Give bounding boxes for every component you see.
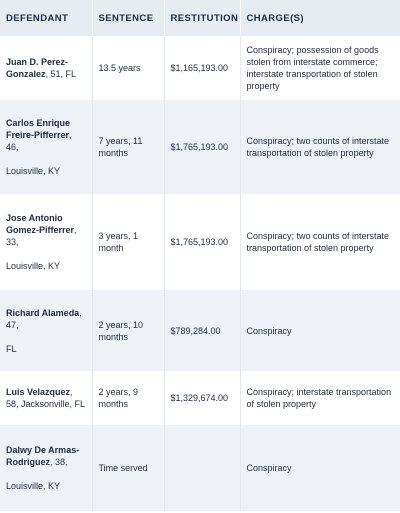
table-row xyxy=(0,194,400,290)
sentence-cell: 3 years, 1 month xyxy=(92,194,164,290)
header-row xyxy=(0,0,400,36)
defendant-details: , 33, xyxy=(6,225,77,247)
table-row xyxy=(0,290,400,371)
sentence-cell: Time served xyxy=(92,425,164,511)
sentence-cell: 2 years, 10 months xyxy=(92,290,164,371)
table-row xyxy=(0,100,400,194)
defendant-details: , 38, xyxy=(50,457,68,467)
defendant-name: Luis Velazquez xyxy=(6,387,71,397)
header-defendant: DEFENDANT xyxy=(0,0,92,36)
defendant-location: Louisville, KY xyxy=(6,481,61,491)
sentence-cell: 2 years, 9 months xyxy=(92,371,164,425)
table-row xyxy=(0,36,400,100)
defendant-details: , 58, Jacksonville, FL xyxy=(6,387,86,409)
sentence-cell: 13.5 years xyxy=(92,36,164,100)
defendant-location: Louisville, KY xyxy=(6,261,61,271)
defendant-cell xyxy=(0,100,92,194)
header-charges: CHARGE(S) xyxy=(240,0,400,36)
restitution-cell: $789,284.00 xyxy=(164,290,240,371)
sentence-cell: 7 years, 11 months xyxy=(92,100,164,194)
charges-cell: Conspiracy; possession of goods stolen from interstate commerce; interstate transportation of stolen property xyxy=(240,36,400,100)
defendant-location: Louisville, KY xyxy=(6,166,61,176)
defendant-details: , 51, FL xyxy=(45,69,77,79)
defendant-details: , 47, xyxy=(6,307,82,330)
header-sentence: SENTENCE xyxy=(92,0,164,36)
defendant-name: Carlos Enrique Freire-Pifferrer xyxy=(6,118,71,140)
charges-cell: Conspiracy xyxy=(240,425,400,511)
defendant-cell xyxy=(0,371,92,425)
restitution-cell: $1,329,674.00 xyxy=(164,371,240,425)
charges-cell: Conspiracy; two counts of interstate transportation of stolen property xyxy=(240,194,400,290)
table-row xyxy=(0,425,400,511)
restitution-cell xyxy=(164,425,240,511)
header-restitution: RESTITUTION xyxy=(164,0,240,36)
charges-cell: Conspiracy; two counts of interstate transportation of stolen property xyxy=(240,100,400,194)
charges-cell: Conspiracy xyxy=(240,290,400,371)
defendant-name: Jose Antonio Gomez-Pifferrer xyxy=(6,213,75,235)
restitution-cell: $1,165,193.00 xyxy=(164,36,240,100)
defendant-cell xyxy=(0,194,92,290)
defendant-location: FL xyxy=(6,343,17,354)
defendant-details: , 46, xyxy=(6,130,72,152)
defendant-cell xyxy=(0,290,92,371)
restitution-cell: $1,765,193.00 xyxy=(164,100,240,194)
table-row xyxy=(0,371,400,425)
defendant-name: Dalwy De Armas-Rodriguez xyxy=(6,445,80,467)
defendant-cell xyxy=(0,425,92,511)
defendant-cell xyxy=(0,36,92,100)
defendant-name: Juan D. Perez-Gonzalez xyxy=(6,57,69,79)
defendant-name: Richard Alameda xyxy=(6,307,80,318)
restitution-cell: $1,765,193.00 xyxy=(164,194,240,290)
charges-cell: Conspiracy; interstate transportation of stolen property xyxy=(240,371,400,425)
